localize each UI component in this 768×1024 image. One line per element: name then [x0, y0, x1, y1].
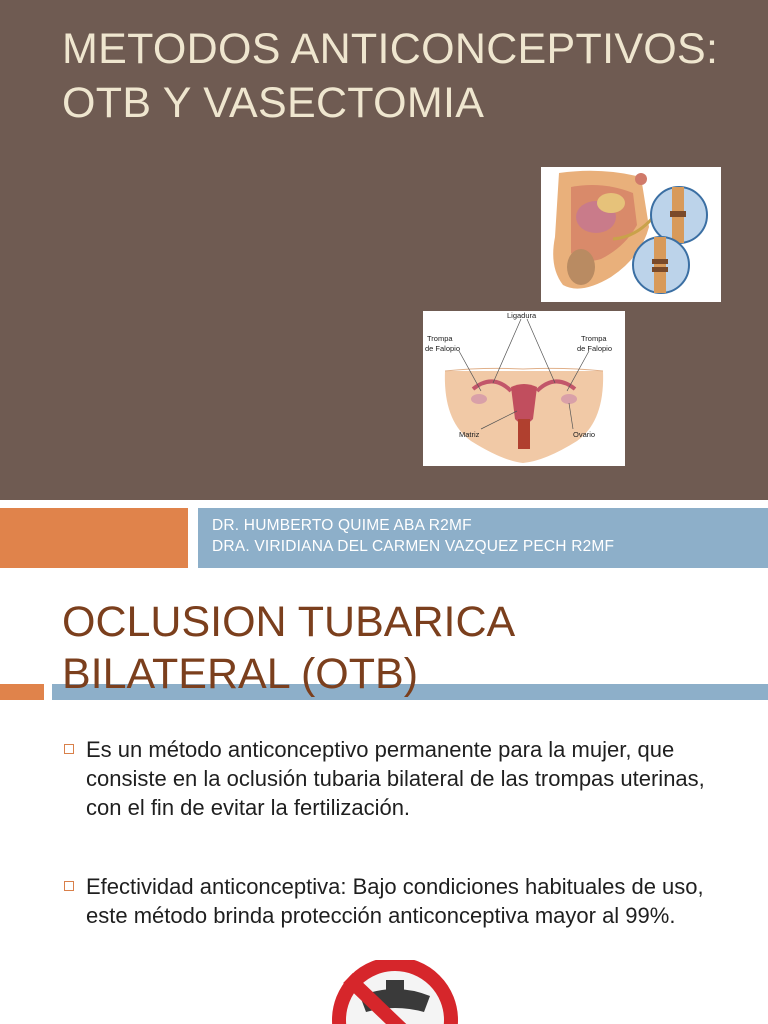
label-trompa-right: Trompa de Falopio [577, 334, 613, 353]
vasectomy-illustration [541, 167, 721, 302]
bullet-text: Es un método anticonceptivo permanente para la mujer, que consiste en la oclusión tubaria bilateral de las trompas uterinas, con el fin de evitar la fertilización. [86, 737, 705, 820]
prohibition-sign-image [288, 960, 502, 1024]
label-ligadura: Ligadura [507, 311, 537, 320]
tubal-ligation-drawing [423, 311, 625, 466]
no-symbol-icon [288, 960, 502, 1024]
vasectomy-anatomy-drawing [541, 167, 721, 302]
bullet-text: Efectividad anticonceptiva: Bajo condiciones habituales de uso, este método brinda protección anticonceptiva mayor al 99%. [86, 874, 704, 928]
content-slide [0, 568, 768, 1024]
slide-gap [0, 500, 768, 508]
title-rule-orange [0, 684, 44, 700]
authors-bar [198, 508, 768, 568]
author-2: DRA. VIRIDIANA DEL CARMEN VAZQUEZ PECH R2MF [212, 538, 615, 555]
accent-block-orange [0, 508, 188, 568]
label-trompa-left: Trompa de Falopio [425, 334, 461, 353]
author-1: DR. HUMBERTO QUIME ABA R2MF [212, 517, 472, 534]
bullet-item [86, 872, 746, 930]
tubal-ligation-illustration [423, 311, 625, 466]
presentation-title: METODOS ANTICONCEPTIVOS: OTB Y VASECTOMIA [62, 25, 719, 127]
label-ovario: Ovario [573, 430, 596, 439]
square-bullet-icon [64, 881, 74, 891]
label-matriz: Matriz [459, 430, 480, 439]
title-slide [0, 0, 768, 500]
bullet-item [86, 735, 746, 822]
slide-title: OCLUSION TUBARICA BILATERAL (OTB) [62, 598, 513, 698]
square-bullet-icon [64, 744, 74, 754]
